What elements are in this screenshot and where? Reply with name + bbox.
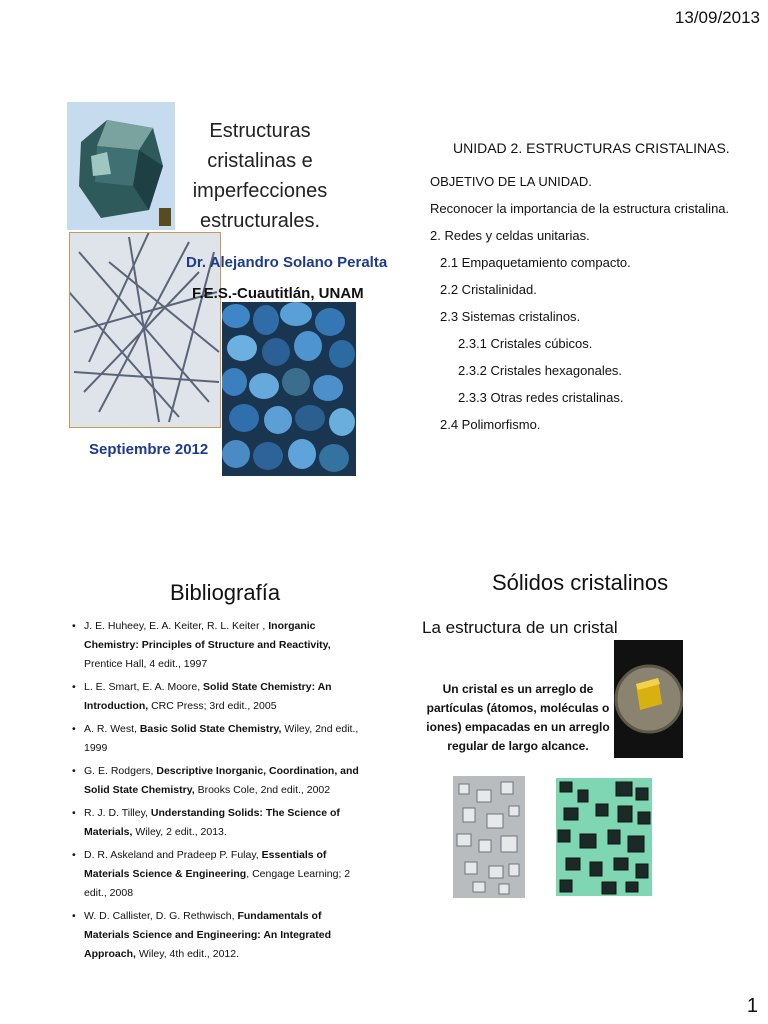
slide1-date: Septiembre 2012 [89, 441, 209, 458]
slide2-title: UNIDAD 2. ESTRUCTURAS CRISTALINAS. [453, 140, 730, 156]
list-item: • A. R. West, Basic Solid State Chemistry, Wiley, 2nd edit., 1999 [70, 720, 360, 758]
slide1-title: Estructuras cristalinas e imperfecciones estructurales. [192, 120, 328, 232]
list-item: • J. E. Huheey, E. A. Keiter, R. L. Keiter , Inorganic Chemistry: Principles of Structure and Reactivity, Prentice Hall, 4 edit., 1997 [70, 617, 360, 674]
outline-line: OBJETIVO DE LA UNIDAD. [430, 174, 592, 189]
outline-line: 2.4 Polimorfismo. [440, 417, 541, 432]
list-item: • L. E. Smart, E. A. Moore, Solid State Chemistry: An Introduction, CRC Press; 3rd edit., 2005 [70, 678, 360, 716]
page-number: 1 [746, 995, 758, 1017]
green-crystals-image [556, 778, 652, 896]
slide2-outline [430, 172, 750, 442]
list-item: • R. J. D. Tilley, Understanding Solids: The Science of Materials, Wiley, 2 edit., 2013. [70, 804, 360, 842]
outline-line: 2.3.3 Otras redes cristalinas. [458, 390, 624, 405]
slide4-subtitle: La estructura de un cristal [422, 618, 618, 637]
mineral-crystal-image [67, 102, 175, 230]
slide4-description: Un cristal es un arreglo de partículas (átomos, moléculas o iones) empacadas en un arreglo regular de largo alcance. [426, 682, 610, 753]
outline-line: 2.3 Sistemas cristalinos. [440, 309, 581, 324]
bibliography-title: Bibliografía [170, 580, 281, 605]
outline-line: 2. Redes y celdas unitarias. [430, 228, 590, 243]
list-item: • D. R. Askeland and Pradeep P. Fulay, Essentials of Materials Science & Engineering, Cengage Learning; 2 edit., 2008 [70, 846, 360, 903]
header-date: 13/09/2013 [674, 8, 760, 27]
list-item: • W. D. Callister, D. G. Rethwisch, Fundamentals of Materials Science and Engineering: An Integrated Approach, Wiley, 4th edit., 2012. [70, 907, 360, 964]
author-name: Dr. Alejandro Solano Peralta [186, 254, 388, 271]
outline-line: 2.3.2 Cristales hexagonales. [458, 363, 623, 378]
salt-crystals-image [453, 776, 525, 898]
crystal-microscope-image [614, 640, 683, 758]
outline-line: 2.3.1 Cristales cúbicos. [458, 336, 593, 351]
outline-line: 2.1 Empaquetamiento compacto. [440, 255, 631, 270]
author-institution: F.E.S.-Cuautitlán, UNAM [192, 285, 364, 302]
bibliography-list [70, 617, 360, 968]
outline-line: 2.2 Cristalinidad. [440, 282, 537, 297]
list-item: • G. E. Rodgers, Descriptive Inorganic, Coordination, and Solid State Chemistry, Brooks Cole, 2nd edit., 2002 [70, 762, 360, 800]
blue-stones-image [222, 302, 356, 476]
slide4-title: Sólidos cristalinos [492, 570, 669, 595]
outline-line: Reconocer la importancia de la estructura cristalina. [430, 201, 730, 216]
